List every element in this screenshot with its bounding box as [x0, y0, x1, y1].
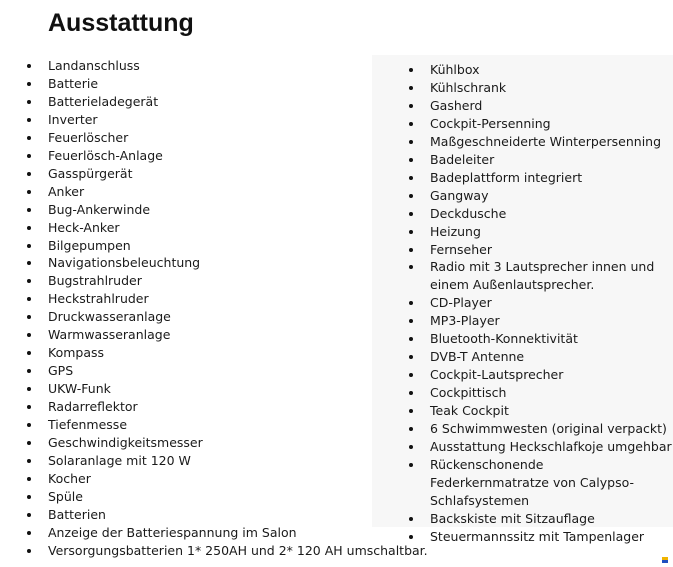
list-item: Radio mit 3 Lautsprecher innen und einem Außenlautsprecher.	[430, 259, 655, 293]
list-item: Ausstattung Heckschlafkoje umgehbar	[430, 439, 672, 455]
list-item: DVB-T Antenne	[430, 348, 672, 366]
list-item: Bilgepumpen	[48, 237, 428, 255]
list-item: GPS	[48, 362, 428, 380]
list-item: Teak Cockpit	[430, 402, 672, 420]
list-item: Spüle	[48, 488, 428, 506]
corner-logo-icon	[662, 557, 668, 563]
list-item: Bug-Ankerwinde	[48, 201, 428, 219]
list-item: Warmwasseranlage	[48, 326, 428, 344]
list-item: 6 Schwimmwesten (original verpackt)	[430, 420, 672, 438]
list-item: Cockpittisch	[430, 384, 672, 402]
list-item: Solaranlage mit 120 W	[48, 452, 428, 470]
list-item: Navigationsbeleuchtung	[48, 254, 428, 272]
list-item: Kühlbox	[430, 61, 672, 79]
list-item: Inverter	[48, 111, 428, 129]
list-item: Anker	[48, 183, 428, 201]
list-item: Heck-Anker	[48, 219, 428, 237]
list-item: Cockpit-Lautsprecher	[430, 366, 672, 384]
list-item: Batterie	[48, 75, 428, 93]
list-item: Gangway	[430, 187, 672, 205]
list-item: Rückenschonende Federkernmatratze von Calypso- Schlafsystemen	[430, 456, 655, 510]
list-item: Cockpit-Persenning	[430, 115, 672, 133]
list-item: Bugstrahlruder	[48, 272, 428, 290]
list-item: Badeplattform integriert	[430, 169, 672, 187]
list-item: CD-Player	[430, 294, 672, 312]
list-item: Heizung	[430, 223, 672, 241]
list-item: Druckwasseranlage	[48, 308, 428, 326]
list-item: Steuermannssitz mit Tampenlager	[430, 528, 672, 546]
list-item: Feuerlöscher	[48, 129, 428, 147]
list-item: Deckdusche	[430, 205, 672, 223]
list-item: Landanschluss	[48, 57, 428, 75]
list-item: Gasspürgerät	[48, 165, 428, 183]
list-item: Bluetooth-Konnektivität	[430, 330, 672, 348]
list-item: Versorgungsbatterien 1* 250AH und 2* 120 AH umschaltbar.	[48, 542, 428, 558]
equipment-list-left	[48, 57, 428, 560]
list-item: Kühlschrank	[430, 79, 672, 97]
page-title: Ausstattung	[48, 9, 194, 37]
list-item: Gasherd	[430, 97, 672, 115]
list-item: Heckstrahlruder	[48, 290, 428, 308]
list-item: Backskiste mit Sitzauflage	[430, 510, 672, 528]
list-item: Anzeige der Batteriespannung im Salon	[48, 524, 428, 542]
equipment-list-right	[430, 61, 672, 544]
list-item: Batterien	[48, 506, 428, 524]
list-item: Kompass	[48, 344, 428, 362]
list-item: Batterieladegerät	[48, 93, 428, 111]
list-item: MP3-Player	[430, 312, 672, 330]
list-item: Feuerlösch-Anlage	[48, 147, 428, 165]
list-item: Maßgeschneiderte Winterpersenning	[430, 133, 672, 151]
list-item: Tiefenmesse	[48, 416, 428, 434]
list-item: Radarreflektor	[48, 398, 428, 416]
list-item: Fernseher	[430, 241, 672, 259]
list-item: UKW-Funk	[48, 380, 428, 398]
list-item: Kocher	[48, 470, 428, 488]
list-item: Badeleiter	[430, 151, 672, 169]
list-item: Geschwindigkeitsmesser	[48, 434, 428, 452]
